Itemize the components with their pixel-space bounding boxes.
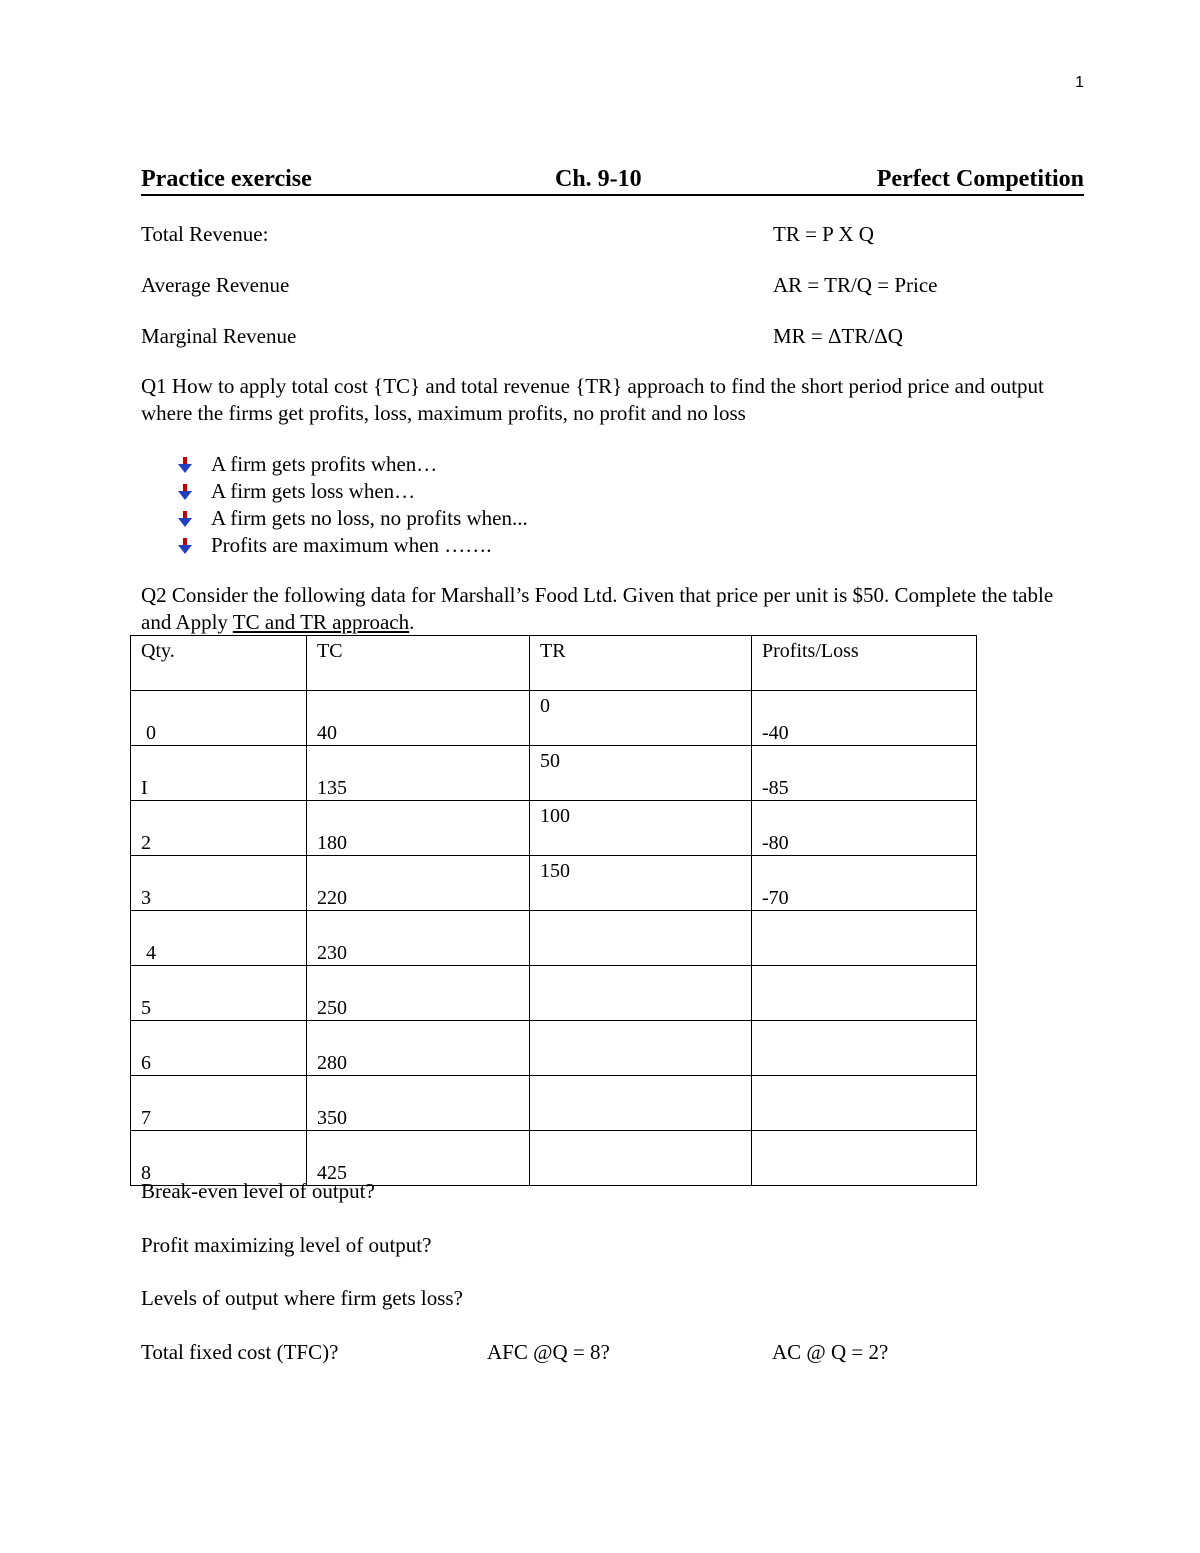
tr-cell: 0	[530, 691, 752, 746]
header-tc: TC	[307, 636, 530, 691]
q2-text-underlined: TC and TR approach	[232, 610, 410, 634]
profit-cell	[752, 1021, 977, 1076]
page-number: 1	[1075, 74, 1084, 91]
formula-equation: MR = ΔTR/ΔQ	[773, 324, 903, 348]
header-topic: Perfect Competition	[876, 166, 1084, 192]
question-ac: AC @ Q = 2?	[772, 1340, 889, 1364]
profit-cell	[752, 1076, 977, 1131]
tc-cell: 180	[307, 801, 530, 856]
list-item	[176, 478, 528, 505]
cost-revenue-table	[130, 635, 977, 1186]
formula-label: Average Revenue	[141, 273, 290, 297]
list-item	[176, 505, 528, 532]
table-row	[131, 1131, 977, 1186]
table-row	[131, 966, 977, 1021]
question-afc: AFC @Q = 8?	[487, 1340, 610, 1364]
table-row	[131, 801, 977, 856]
table-row	[131, 1076, 977, 1131]
tc-cell: 40	[307, 691, 530, 746]
qty-cell: 7	[131, 1076, 307, 1131]
bullet-text: A firm gets profits when…	[211, 452, 438, 476]
tr-cell	[530, 1021, 752, 1076]
header-tr: TR	[530, 636, 752, 691]
header-title: Practice exercise	[141, 166, 312, 192]
header-chapter: Ch. 9-10	[555, 166, 642, 192]
formula-total-revenue	[141, 222, 1084, 250]
document-header	[141, 166, 1084, 196]
tr-cell: 150	[530, 856, 752, 911]
qty-cell: 2	[131, 801, 307, 856]
q2-text-start: Q2 Consider the following data for Marshall’s Food Ltd. Given that price per unit is $50. Complete the table and Apply	[141, 583, 1054, 634]
q2-text-end: .	[409, 610, 415, 634]
bullet-text: A firm gets no loss, no profits when...	[211, 506, 528, 530]
bullet-text: Profits are maximum when …….	[211, 533, 492, 557]
table-row	[131, 746, 977, 801]
formula-equation: TR = P X Q	[773, 222, 874, 246]
tc-cell: 230	[307, 911, 530, 966]
question-2-text	[141, 582, 1086, 636]
tr-cell: 100	[530, 801, 752, 856]
profit-cell: -85	[752, 746, 977, 801]
qty-cell: 6	[131, 1021, 307, 1076]
arrow-down-bullet-icon	[176, 456, 194, 474]
qty-cell: 5	[131, 966, 307, 1021]
qty-cell: 3	[131, 856, 307, 911]
tr-cell	[530, 1076, 752, 1131]
tc-cell: 135	[307, 746, 530, 801]
profit-cell	[752, 966, 977, 1021]
arrow-down-bullet-icon	[176, 537, 194, 555]
table-row	[131, 856, 977, 911]
profit-cell: -70	[752, 856, 977, 911]
header-profits-loss: Profits/Loss	[752, 636, 977, 691]
qty-cell: I	[131, 746, 307, 801]
list-item	[176, 451, 528, 478]
formula-label: Total Revenue:	[141, 222, 269, 246]
question-1-text: Q1 How to apply total cost {TC} and total revenue {TR} approach to find the short period price and output where the firms get profits, loss, maximum profits, no profit and no loss	[141, 374, 1044, 425]
formula-average-revenue	[141, 273, 1084, 301]
qty-cell: 8	[131, 1131, 307, 1186]
profit-cell	[752, 911, 977, 966]
tc-cell: 220	[307, 856, 530, 911]
qty-cell: 0	[131, 691, 307, 746]
formula-label: Marginal Revenue	[141, 324, 297, 348]
question-tfc: Total fixed cost (TFC)?	[141, 1340, 339, 1364]
question-break-even: Break-even level of output?	[141, 1179, 375, 1203]
bullet-text: A firm gets loss when…	[211, 479, 416, 503]
table-row	[131, 691, 977, 746]
tc-cell: 280	[307, 1021, 530, 1076]
arrow-down-bullet-icon	[176, 510, 194, 528]
question-profit-max: Profit maximizing level of output?	[141, 1233, 432, 1257]
formula-equation: AR = TR/Q = Price	[773, 273, 938, 297]
table-row	[131, 911, 977, 966]
tr-cell	[530, 966, 752, 1021]
tr-cell: 50	[530, 746, 752, 801]
tc-cell: 425	[307, 1131, 530, 1186]
profit-cell: -40	[752, 691, 977, 746]
profit-cell	[752, 1131, 977, 1186]
list-item	[176, 532, 528, 559]
table-header-row	[131, 636, 977, 691]
arrow-down-bullet-icon	[176, 483, 194, 501]
tc-cell: 350	[307, 1076, 530, 1131]
question-1-bullets	[176, 451, 528, 559]
table-row	[131, 1021, 977, 1076]
question-cost-row	[141, 1340, 1041, 1368]
tc-cell: 250	[307, 966, 530, 1021]
tr-cell	[530, 1131, 752, 1186]
qty-cell: 4	[131, 911, 307, 966]
tr-cell	[530, 911, 752, 966]
profit-cell: -80	[752, 801, 977, 856]
question-loss-levels: Levels of output where firm gets loss?	[141, 1286, 463, 1310]
formula-marginal-revenue	[141, 324, 1084, 352]
header-qty: Qty.	[131, 636, 307, 691]
